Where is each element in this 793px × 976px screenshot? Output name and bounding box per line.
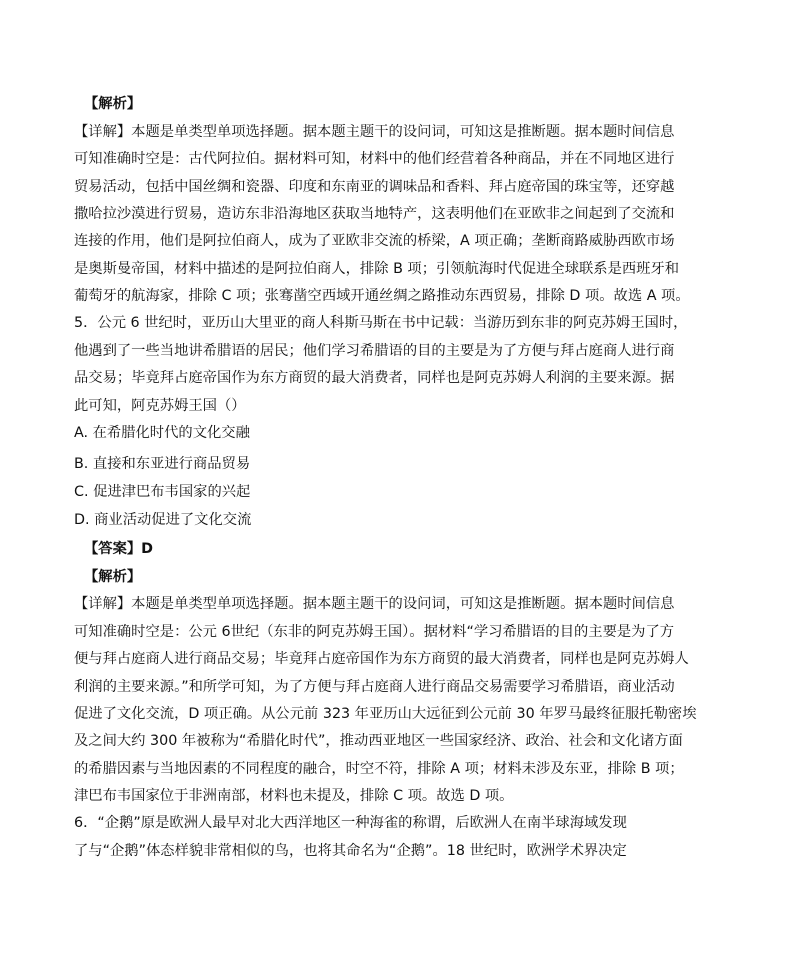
q5-stem-line: 5．公元 6 世纪时，亚历山大里亚的商人科斯马斯在书中记载：当游历到东非的阿克苏姆王国时， [74,315,688,331]
q4-analysis-line: 【详解】本题是单类型单项选择题。据本题主题干的设问词，可知这是推断题。据本题时间信息 [74,124,675,140]
q5-analysis-line: 及之间大约 300 年被称为“希腊化时代”，推动西亚地区一些国家经济、政治、社会和文化诸方面 [74,733,683,749]
q4-analysis-heading: 【解析】 [84,96,142,112]
q5-stem-line: 他遇到了一些当地讲希腊语的居民；他们学习希腊语的目的主要是为了方便与拜占庭商人进行商 [74,343,675,359]
q5-option-d: D. 商业活动促进了文化交流 [74,512,252,528]
q5-analysis-line: 可知准确时空是：公元 6世纪（东非的阿克苏姆王国）。据材料“学习希腊语的目的主要是为了方 [74,624,675,640]
q4-analysis-line: 撒哈拉沙漠进行贸易，造访东非沿海地区获取当地特产，这表明他们在亚欧非之间起到了交流和 [74,206,675,222]
q5-analysis-line: 的希腊因素与当地因素的不同程度的融合，时空不符，排除 A 项；材料未涉及东亚，排除 B 项； [74,761,684,777]
q5-analysis-line: 【详解】本题是单类型单项选择题。据本题主题干的设问词，可知这是推断题。据本题时间信息 [74,596,675,612]
q5-option-c: C. 促进津巴布韦国家的兴起 [74,484,251,500]
q6-stem-line: 了与“企鹅”体态样貌非常相似的鸟，也将其命名为“企鹅”。18 世纪时，欧洲学术界决定 [74,843,627,859]
q5-analysis-line: 利润的主要来源。”和所学可知，为了方便与拜占庭商人进行商品交易需要学习希腊语，商业活动 [74,679,675,695]
q5-stem-line: 此可知，阿克苏姆王国（） [74,398,246,414]
q5-analysis-line: 津巴布韦国家位于非洲南部，材料也未提及，排除 C 项。故选 D 项。 [74,788,514,804]
q5-stem-line: 品交易；毕竟拜占庭帝国作为东方商贸的最大消费者，同样也是阿克苏姆人利润的主要来源。据 [74,370,675,386]
q6-stem-line: 6．“企鹅”原是欧洲人最早对北大西洋地区一种海雀的称谓，后欧洲人在南半球海域发现 [74,815,627,831]
q5-option-b: B. 直接和东亚进行商品贸易 [74,456,251,472]
q5-analysis-heading: 【解析】 [84,569,142,585]
q4-analysis-line: 可知准确时空是：古代阿拉伯。据材料可知，材料中的他们经营着各种商品，并在不同地区进行 [74,151,675,167]
q5-analysis-line: 促进了文化交流，D 项正确。从公元前 323 年亚历山大远征到公元前 30 年罗马最终征服托勒密埃 [74,706,697,722]
q5-answer: 【答案】D [84,541,154,557]
q5-option-a: A. 在希腊化时代的文化交融 [74,425,250,441]
q4-analysis-line: 是奥斯曼帝国，材料中描述的是阿拉伯商人，排除 B 项；引领航海时代促进全球联系是西班牙和 [74,261,680,277]
q4-analysis-line: 贸易活动，包括中国丝绸和瓷器、印度和东南亚的调味品和香料、拜占庭帝国的珠宝等，还穿越 [74,179,675,195]
q4-analysis-line: 连接的作用，他们是阿拉伯商人，成为了亚欧非交流的桥梁，A 项正确；垄断商路威胁西欧市场 [74,233,675,249]
q5-analysis-line: 便与拜占庭商人进行商品交易；毕竟拜占庭帝国作为东方商贸的最大消费者，同样也是阿克苏姆人 [74,651,689,667]
q4-analysis-line: 葡萄牙的航海家，排除 C 项；张骞凿空西域开通丝绸之路推动东西贸易，排除 D 项。故选 A 项。 [74,288,690,304]
